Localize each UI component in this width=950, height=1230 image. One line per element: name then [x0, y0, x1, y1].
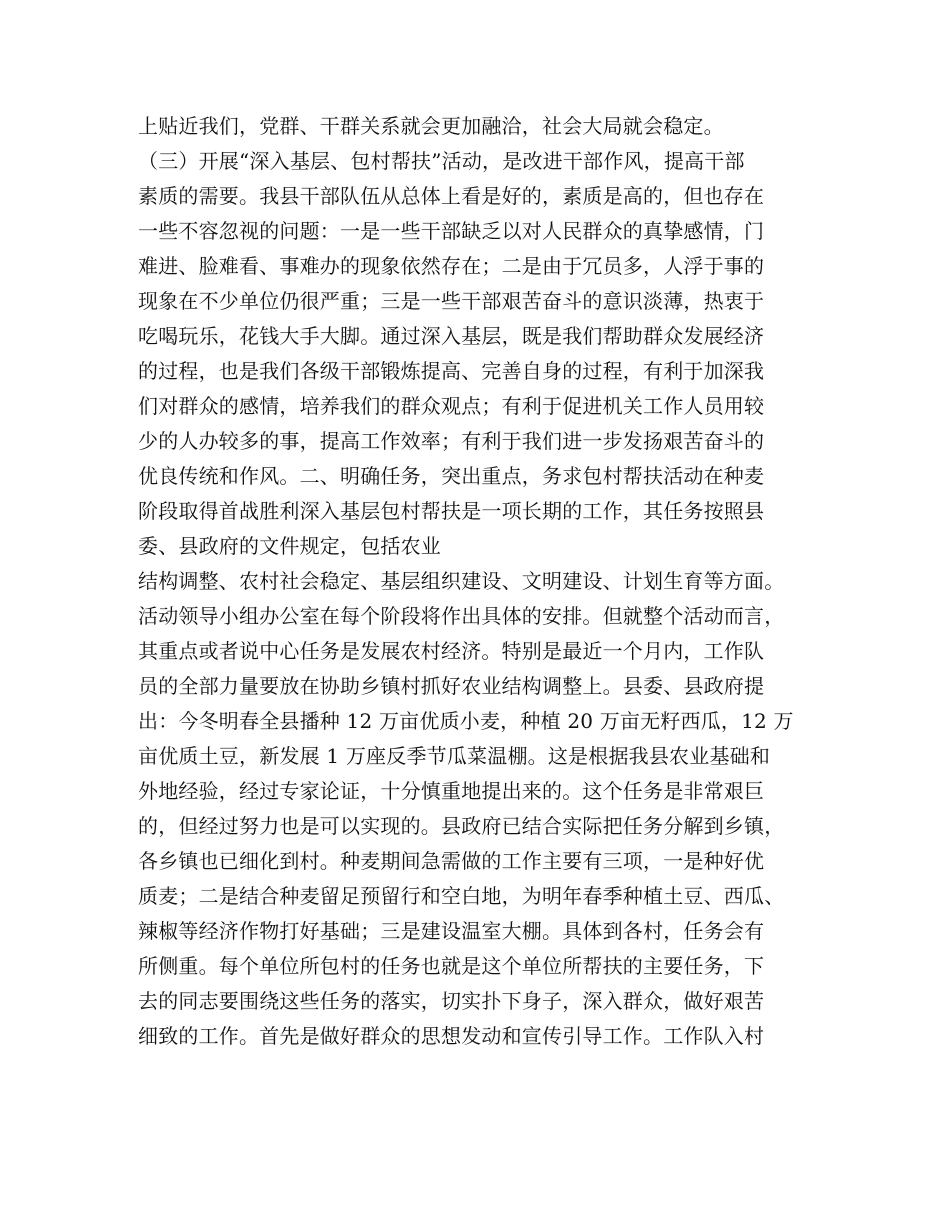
text-line: 现象在不少单位仍很严重；三是一些干部艰苦奋斗的意识淡薄，热衷于: [138, 289, 765, 313]
text-line: 辣椒等经济作物打好基础；三是建设温室大棚。具体到各村，任务会有: [138, 919, 765, 943]
text-line: 们对群众的感情，培养我们的群众观点；有利于促进机关工作人员用较: [138, 394, 765, 418]
text-line: 各乡镇也已细化到村。种麦期间急需做的工作主要有三项，一是种好优: [138, 849, 765, 873]
text-line: 难进、脸难看、事难办的现象依然存在；二是由于冗员多，人浮于事的: [138, 254, 765, 278]
text-line: 优良传统和作风。二、明确任务，突出重点，务求包村帮扶活动在种麦: [138, 464, 765, 488]
text-line: 一些不容忽视的问题：一是一些干部缺乏以对人民群众的真挚感情，门: [138, 219, 765, 243]
text-line: 的过程，也是我们各级干部锻炼提高、完善自身的过程，有利于加深我: [138, 359, 765, 383]
text-line: 吃喝玩乐，花钱大手大脚。通过深入基层，既是我们帮助群众发展经济: [138, 324, 765, 348]
text-line: 阶段取得首战胜利深入基层包村帮扶是一项长期的工作，其任务按照县: [138, 499, 765, 523]
text-line: 细致的工作。首先是做好群众的思想发动和宣传引导工作。工作队入村: [138, 1024, 765, 1048]
text-line: 去的同志要围绕这些任务的落实，切实扑下身子，深入群众，做好艰苦: [138, 989, 765, 1013]
text-line: 所侧重。每个单位所包村的任务也就是这个单位所帮扶的主要任务，下: [138, 954, 765, 978]
text-line: 上贴近我们，党群、干群关系就会更加融洽，社会大局就会稳定。: [138, 114, 724, 138]
text-line: 结构调整、农村社会稳定、基层组织建设、文明建设、计划生育等方面。: [138, 569, 785, 593]
text-line: （三）开展“深入基层、包村帮扶”活动，是改进干部作风，提高干部: [138, 149, 745, 173]
text-line: 亩优质土豆，新发展 1 万座反季节瓜菜温棚。这是根据我县农业基础和: [138, 744, 771, 768]
text-line: 的，但经过努力也是可以实现的。县政府已结合实际把任务分解到乡镇，: [138, 814, 785, 838]
text-line: 少的人办较多的事，提高工作效率；有利于我们进一步发扬艰苦奋斗的: [138, 429, 765, 453]
text-line: 其重点或者说中心任务是发展农村经济。特别是最近一个月内，工作队: [138, 639, 765, 663]
text-line: 外地经验，经过专家论证，十分慎重地提出来的。这个任务是非常艰巨: [138, 779, 765, 803]
text-line: 员的全部力量要放在协助乡镇村抓好农业结构调整上。县委、县政府提: [138, 674, 765, 698]
text-line: 委、县政府的文件规定，包括农业: [138, 534, 441, 558]
text-line: 素质的需要。我县干部队伍从总体上看是好的，素质是高的，但也存在: [138, 184, 765, 208]
text-line: 质麦；二是结合种麦留足预留行和空白地，为明年春季种植土豆、西瓜、: [138, 884, 785, 908]
text-line: 出：今冬明春全县播种 12 万亩优质小麦，种植 20 万亩无籽西瓜，12 万: [138, 709, 794, 733]
text-line: 活动领导小组办公室在每个阶段将作出具体的安排。但就整个活动而言，: [138, 604, 785, 628]
body-text: [138, 109, 828, 1054]
